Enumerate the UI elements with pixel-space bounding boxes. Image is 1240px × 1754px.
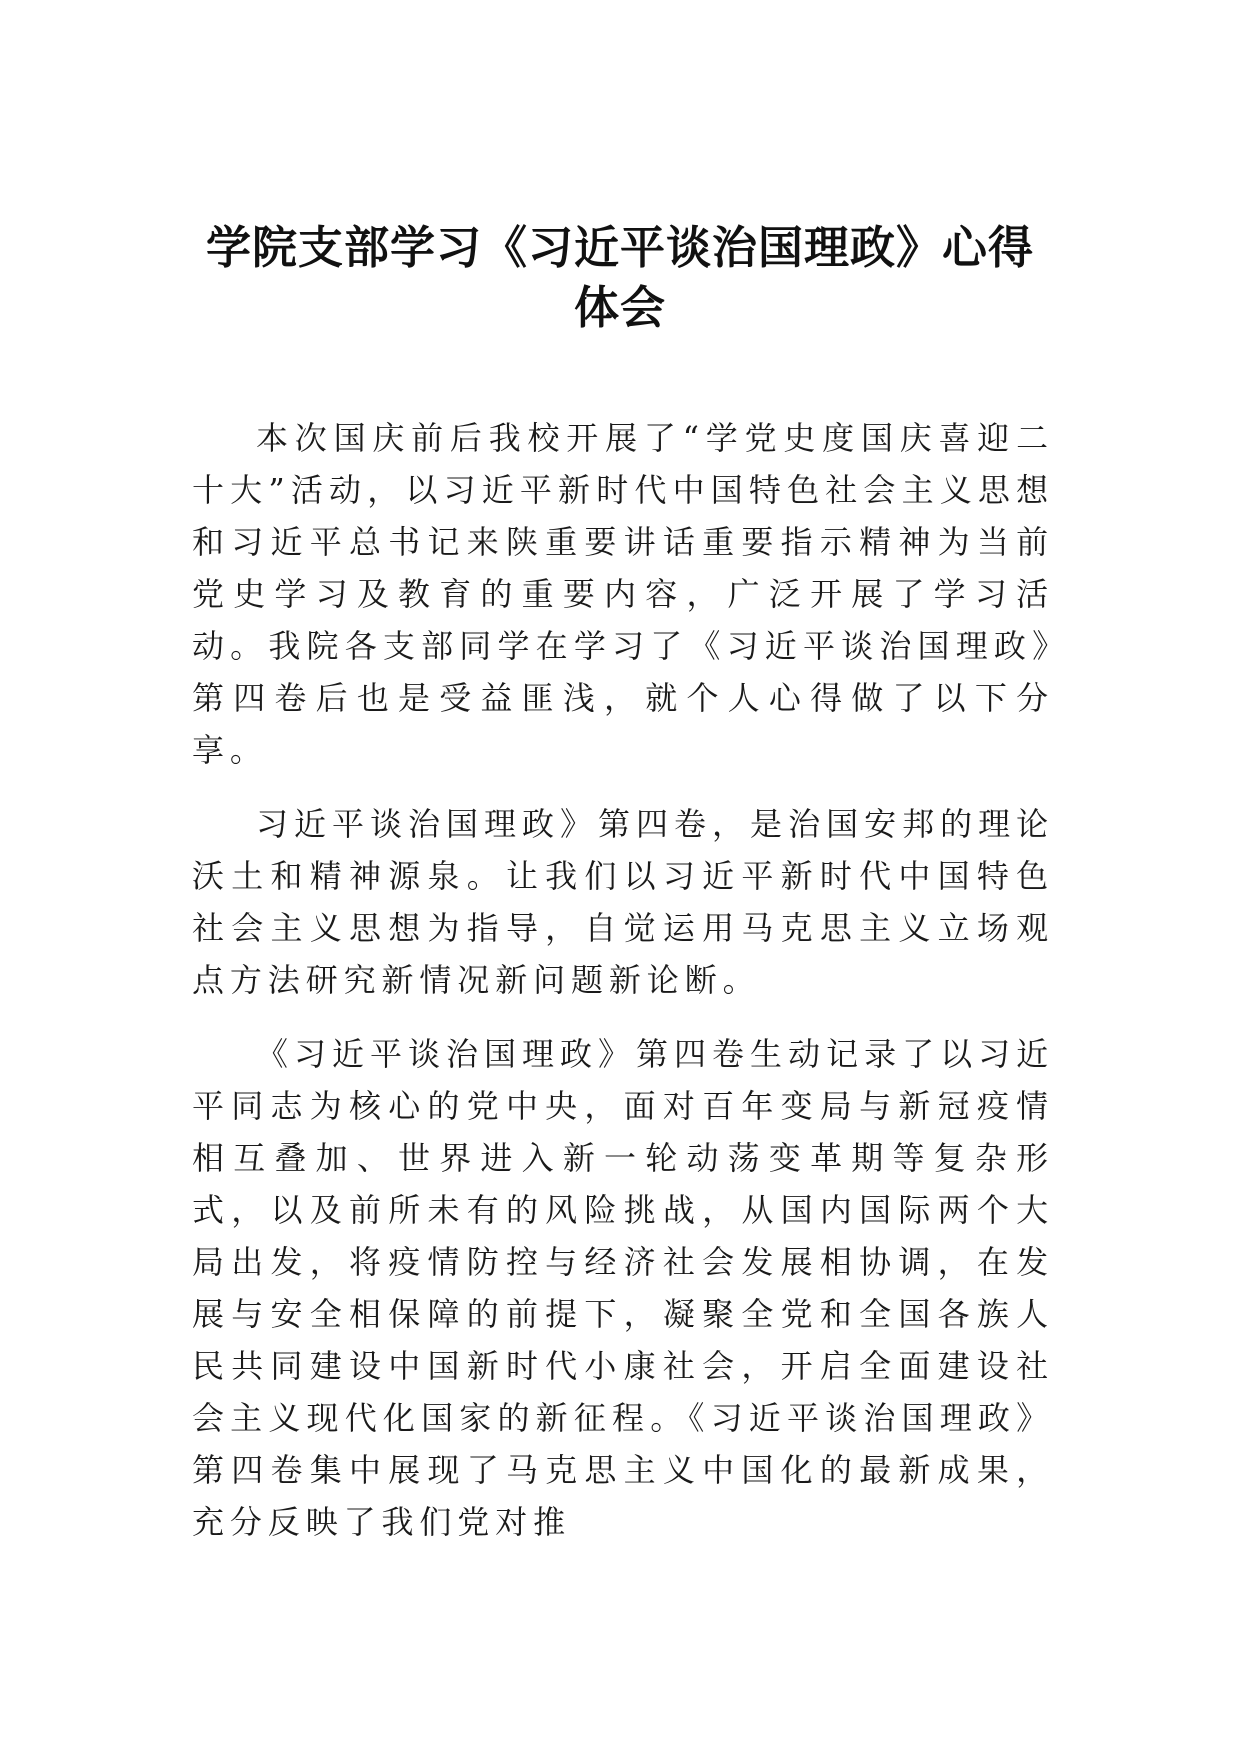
paragraph-1: 本次国庆前后我校开展了“学党史度国庆喜迎二十大”活动，以习近平新时代中国特色社会主义思想和习近平总书记来陕重要讲话重要指示精神为当前党史学习及教育的重要内容，广泛开展了学习活动。我院各支部同学在学习了《习近平谈治国理政》第四卷后也是受益匪浅，就个人心得做了以下分享。 <box>192 419 1054 769</box>
paragraph-3: 《习近平谈治国理政》第四卷生动记录了以习近平同志为核心的党中央，面对百年变局与新冠疫情相互叠加、世界进入新一轮动荡变革期等复杂形式，以及前所未有的风险挑战，从国内国际两个大局出发，将疫情防控与经济社会发展相协调，在发展与安全相保障的前提下，凝聚全党和全国各族人民共同建设中国新时代小康社会，开启全面建设社会主义现代化国家的新征程。《习近平谈治国理政》第四卷集中展现了马克思主义中国化的最新成果，充分反映了我们党对推 <box>192 1035 1054 1541</box>
document-title <box>180 218 1060 338</box>
document-body <box>192 412 1054 1570</box>
title-line-2: 体会 <box>573 281 666 334</box>
title-line-1: 学院支部学习《习近平谈治国理政》心得 <box>205 221 1034 274</box>
paragraph-2: 习近平谈治国理政》第四卷，是治国安邦的理论沃土和精神源泉。让我们以习近平新时代中国特色社会主义思想为指导，自觉运用马克思主义立场观点方法研究新情况新问题新论断。 <box>192 805 1054 999</box>
